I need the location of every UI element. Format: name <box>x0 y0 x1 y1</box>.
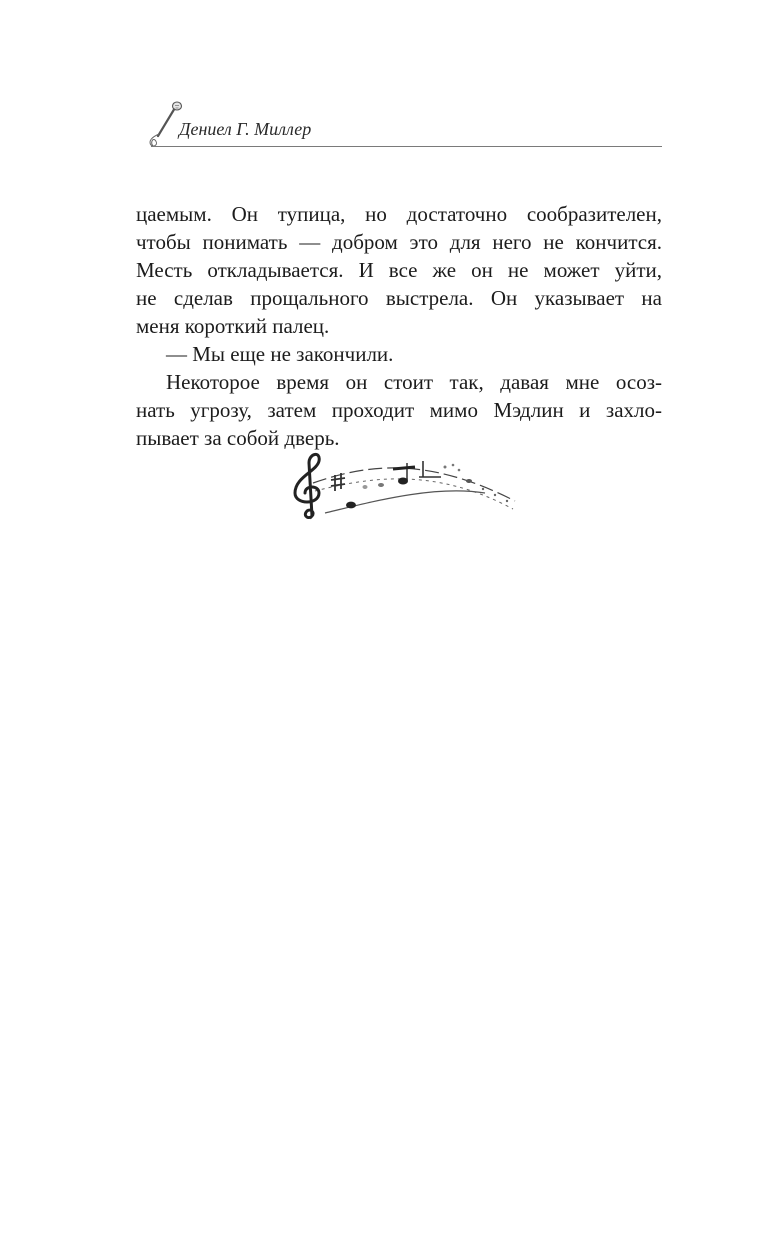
microphone-icon <box>144 100 184 148</box>
text-line: Месть откладывается. И все же он не может уйти, <box>136 258 662 282</box>
body-text <box>136 200 662 452</box>
dialogue-line: — Мы еще не закончили. <box>166 342 394 366</box>
text-line: цаемым. Он тупица, но достаточно сообразителен, <box>136 202 662 226</box>
text-line: меня короткий палец. <box>136 314 330 338</box>
text-line: нать угрозу, затем проходит мимо Мэдлин и захло- <box>136 398 662 422</box>
header-rule <box>151 146 662 147</box>
treble-clef-music-notes-icon <box>285 443 520 523</box>
text-line: Некоторое время он стоит так, давая мне осоз- <box>166 370 662 394</box>
page-header <box>141 100 662 148</box>
running-head: Дениел Г. Миллер <box>179 119 312 139</box>
text-line: чтобы понимать — добром это для него не кончится. <box>136 230 662 254</box>
text-line: пывает за собой дверь. <box>136 426 340 450</box>
text-line: не сделав прощального выстрела. Он указывает на <box>136 286 662 310</box>
